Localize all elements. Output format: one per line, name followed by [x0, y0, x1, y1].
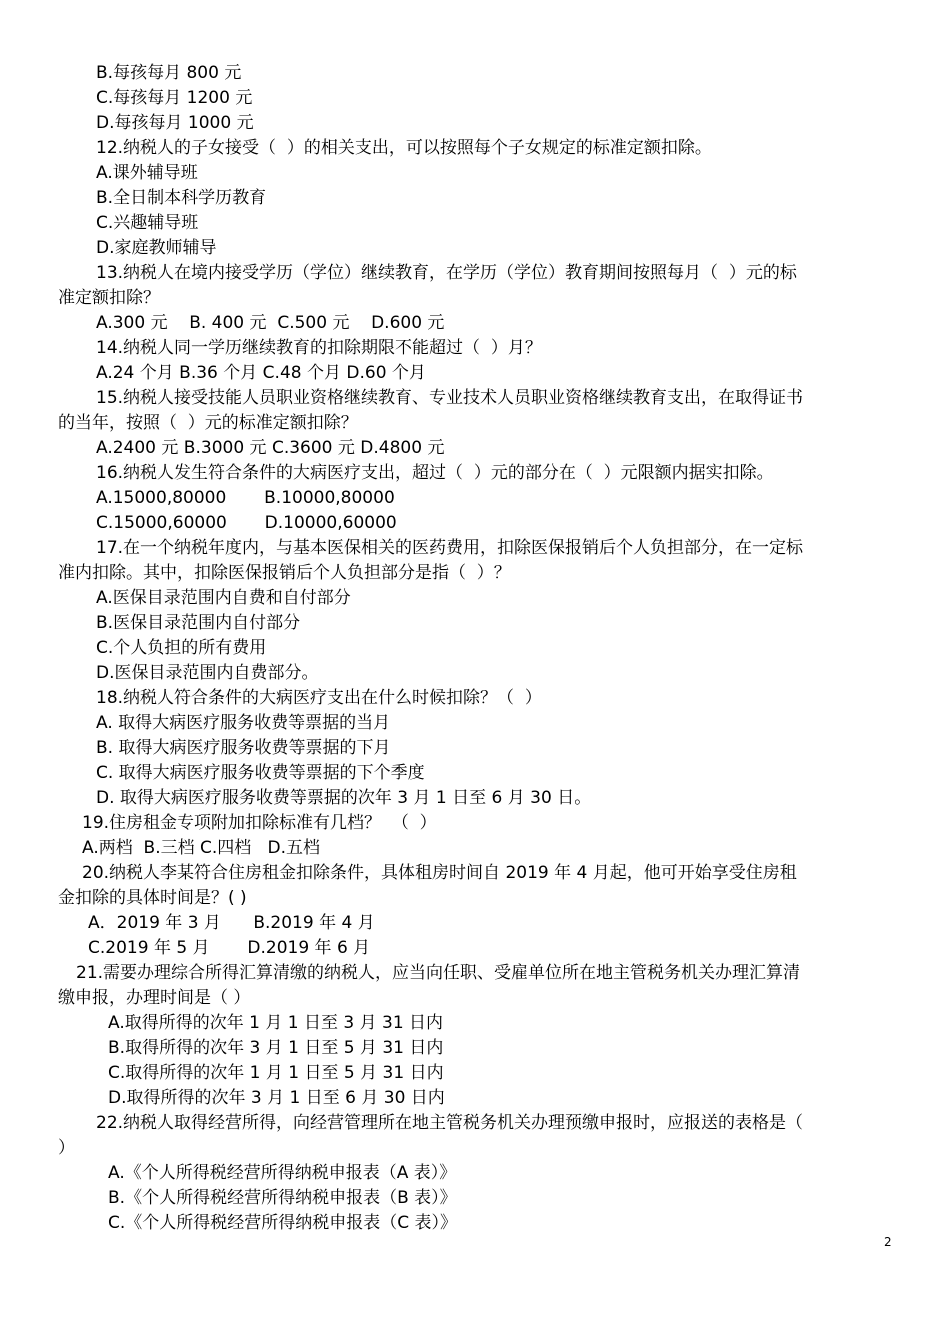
question-21-cont: 缴申报，办理时间是（ ） — [58, 988, 251, 1008]
question-19: 19.住房租金专项附加扣除标准有几档？ （ ） — [82, 813, 437, 833]
question-14: 14.纳税人同一学历继续教育的扣除期限不能超过（ ）月？ — [96, 338, 542, 358]
options-14: A.24 个月 B.36 个月 C.48 个月 D.60 个月 — [96, 363, 426, 383]
option-11c: C.每孩每月 1200 元 — [96, 88, 253, 108]
question-20: 20.纳税人李某符合住房租金扣除条件，具体租房时间自 2019 年 4 月起，他可开始享受住房租 — [82, 863, 797, 883]
option-18d: D. 取得大病医疗服务收费等票据的次年 3 月 1 日至 6 月 30 日。 — [96, 788, 592, 808]
option-17b: B.医保目录范围内自付部分 — [96, 613, 301, 633]
question-21: 21.需要办理综合所得汇算清缴的纳税人，应当向任职、受雇单位所在地主管税务机关办理汇算清 — [76, 963, 801, 983]
question-17-cont: 准内扣除。其中，扣除医保报销后个人负担部分是指（ ）？ — [58, 563, 511, 583]
question-22-cont: ） — [58, 1138, 75, 1158]
question-18: 18.纳税人符合条件的大病医疗支出在什么时候扣除？（ ） — [96, 688, 542, 708]
option-21a: A.取得所得的次年 1 月 1 日至 3 月 31 日内 — [108, 1013, 444, 1033]
option-22a: A.《个人所得税经营所得纳税申报表（A 表）》 — [108, 1163, 457, 1183]
question-16: 16.纳税人发生符合条件的大病医疗支出，超过（ ）元的部分在（ ）元限额内据实扣除。 — [96, 463, 774, 483]
options-15: A.2400 元 B.3000 元 C.3600 元 D.4800 元 — [96, 438, 445, 458]
options-20-cd: C.2019 年 5 月 D.2019 年 6 月 — [88, 938, 371, 958]
option-18b: B. 取得大病医疗服务收费等票据的下月 — [96, 738, 391, 758]
question-13-cont: 准定额扣除？ — [58, 288, 160, 308]
options-19: A.两档 B.三档 C.四档 D.五档 — [82, 838, 320, 858]
option-18a: A. 取得大病医疗服务收费等票据的当月 — [96, 713, 391, 733]
question-20-cont: 金扣除的具体时间是？( ) — [58, 888, 247, 908]
option-21c: C.取得所得的次年 1 月 1 日至 5 月 31 日内 — [108, 1063, 444, 1083]
option-18c: C. 取得大病医疗服务收费等票据的下个季度 — [96, 763, 425, 783]
question-13: 13.纳税人在境内接受学历（学位）继续教育，在学历（学位）教育期间按照每月（ ）元的标 — [96, 263, 797, 283]
option-17a: A.医保目录范围内自费和自付部分 — [96, 588, 351, 608]
question-15: 15.纳税人接受技能人员职业资格继续教育、专业技术人员职业资格继续教育支出，在取得证书 — [96, 388, 804, 408]
option-12a: A.课外辅导班 — [96, 163, 198, 183]
option-22b: B.《个人所得税经营所得纳税申报表（B 表）》 — [108, 1188, 457, 1208]
question-17: 17.在一个纳税年度内，与基本医保相关的医药费用，扣除医保报销后个人负担部分，在一定标 — [96, 538, 804, 558]
option-17c: C.个人负担的所有费用 — [96, 638, 267, 658]
option-12c: C.兴趣辅导班 — [96, 213, 199, 233]
option-12b: B.全日制本科学历教育 — [96, 188, 267, 208]
option-11d: D.每孩每月 1000 元 — [96, 113, 254, 133]
question-15-cont: 的当年，按照（ ）元的标准定额扣除？ — [58, 413, 358, 433]
option-12d: D.家庭教师辅导 — [96, 238, 217, 258]
option-17d: D.医保目录范围内自费部分。 — [96, 663, 319, 683]
option-21b: B.取得所得的次年 3 月 1 日至 5 月 31 日内 — [108, 1038, 444, 1058]
options-16-ab: A.15000,80000 B.10000,80000 — [96, 488, 395, 508]
options-13: A.300 元 B. 400 元 C.500 元 D.600 元 — [96, 313, 445, 333]
option-21d: D.取得所得的次年 3 月 1 日至 6 月 30 日内 — [108, 1088, 445, 1108]
option-11b: B.每孩每月 800 元 — [96, 63, 242, 83]
option-22c: C.《个人所得税经营所得纳税申报表（C 表）》 — [108, 1213, 458, 1233]
question-12: 12.纳税人的子女接受（ ）的相关支出，可以按照每个子女规定的标准定额扣除。 — [96, 138, 712, 158]
page-number: 2 — [884, 1235, 892, 1249]
options-16-cd: C.15000,60000 D.10000,60000 — [96, 513, 397, 533]
options-20-ab: A．2019 年 3 月 B.2019 年 4 月 — [88, 913, 375, 933]
question-22: 22.纳税人取得经营所得，向经营管理所在地主管税务机关办理预缴申报时，应报送的表格是（ — [96, 1113, 804, 1133]
